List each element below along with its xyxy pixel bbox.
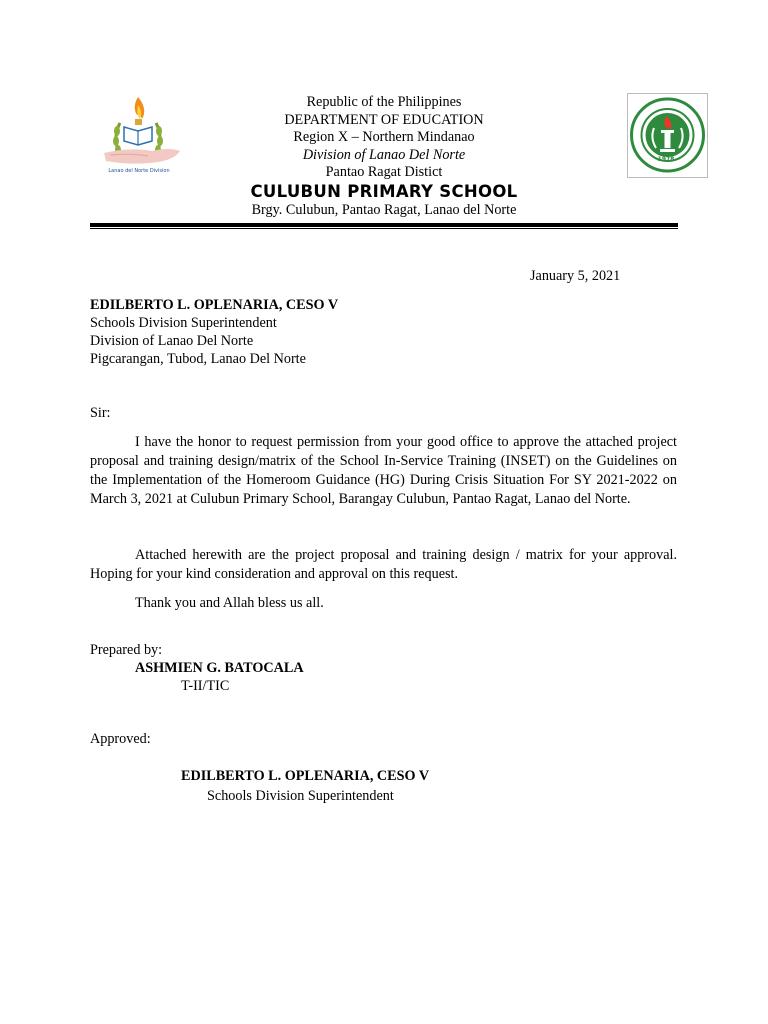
letterhead-division: Division of Lanao Del Norte [302, 146, 466, 163]
approved-position: Schools Division Superintendent [207, 788, 394, 804]
recipient-name: EDILBERTO L. OPLENARIA, CESO V [90, 297, 339, 313]
recipient-office: Division of Lanao Del Norte [90, 333, 254, 349]
letterhead-region: Region X – Northern Mindanao [293, 129, 475, 146]
letter-date: January 5, 2021 [530, 268, 621, 284]
header-divider-thick [90, 223, 678, 227]
recipient-title: Schools Division Superintendent [90, 315, 277, 331]
division-logo [90, 93, 188, 178]
body-paragraph-3: Thank you and Allah bless us all. [135, 595, 324, 611]
salutation: Sir: [90, 405, 111, 421]
body-paragraph-2 [90, 546, 677, 584]
prepared-by-name: ASHMIEN G. BATOCALA [135, 660, 304, 676]
school-address: Brgy. Culubun, Pantao Ragat, Lanao del Norte [251, 201, 517, 218]
school-seal-logo [627, 93, 708, 178]
letterhead-department: DEPARTMENT OF EDUCATION [284, 111, 484, 128]
division-logo-caption: Lanao del Norte Division [108, 168, 170, 174]
letterhead [184, 94, 584, 220]
body-paragraph-2-text: Attached herewith are the project proposal and training design / matrix for your approval. Hoping for your kind consideration and approval on this request. [90, 547, 677, 582]
letterhead-district: Pantao Ragat Distict [325, 164, 443, 181]
school-name: CULUBUN PRIMARY SCHOOL [250, 181, 518, 201]
approved-label: Approved: [90, 731, 151, 747]
school-seal-year: 1978 [657, 156, 675, 163]
prepared-by-position: T-II/TIC [181, 678, 230, 694]
body-paragraph-1-text: I have the honor to request permission from your good office to approve the attached project proposal and training design/matrix of the School In-Service Training (INSET) on the Guidelines on the Implementation of the Homeroom Guidance (HG) During Crisis Situation For SY 2021-2022 on March 3, 2021 at Culubun Primary School, Barangay Culubun, Pantao Ragat, Lanao del Norte. [90, 434, 677, 507]
prepared-by-label: Prepared by: [90, 642, 163, 658]
letterhead-republic: Republic of the Philippines [306, 94, 462, 110]
header-divider-thin [90, 228, 678, 229]
approved-name: EDILBERTO L. OPLENARIA, CESO V [181, 768, 430, 784]
body-paragraph-1 [90, 433, 677, 509]
recipient-address: Pigcarangan, Tubod, Lanao Del Norte [90, 351, 306, 367]
